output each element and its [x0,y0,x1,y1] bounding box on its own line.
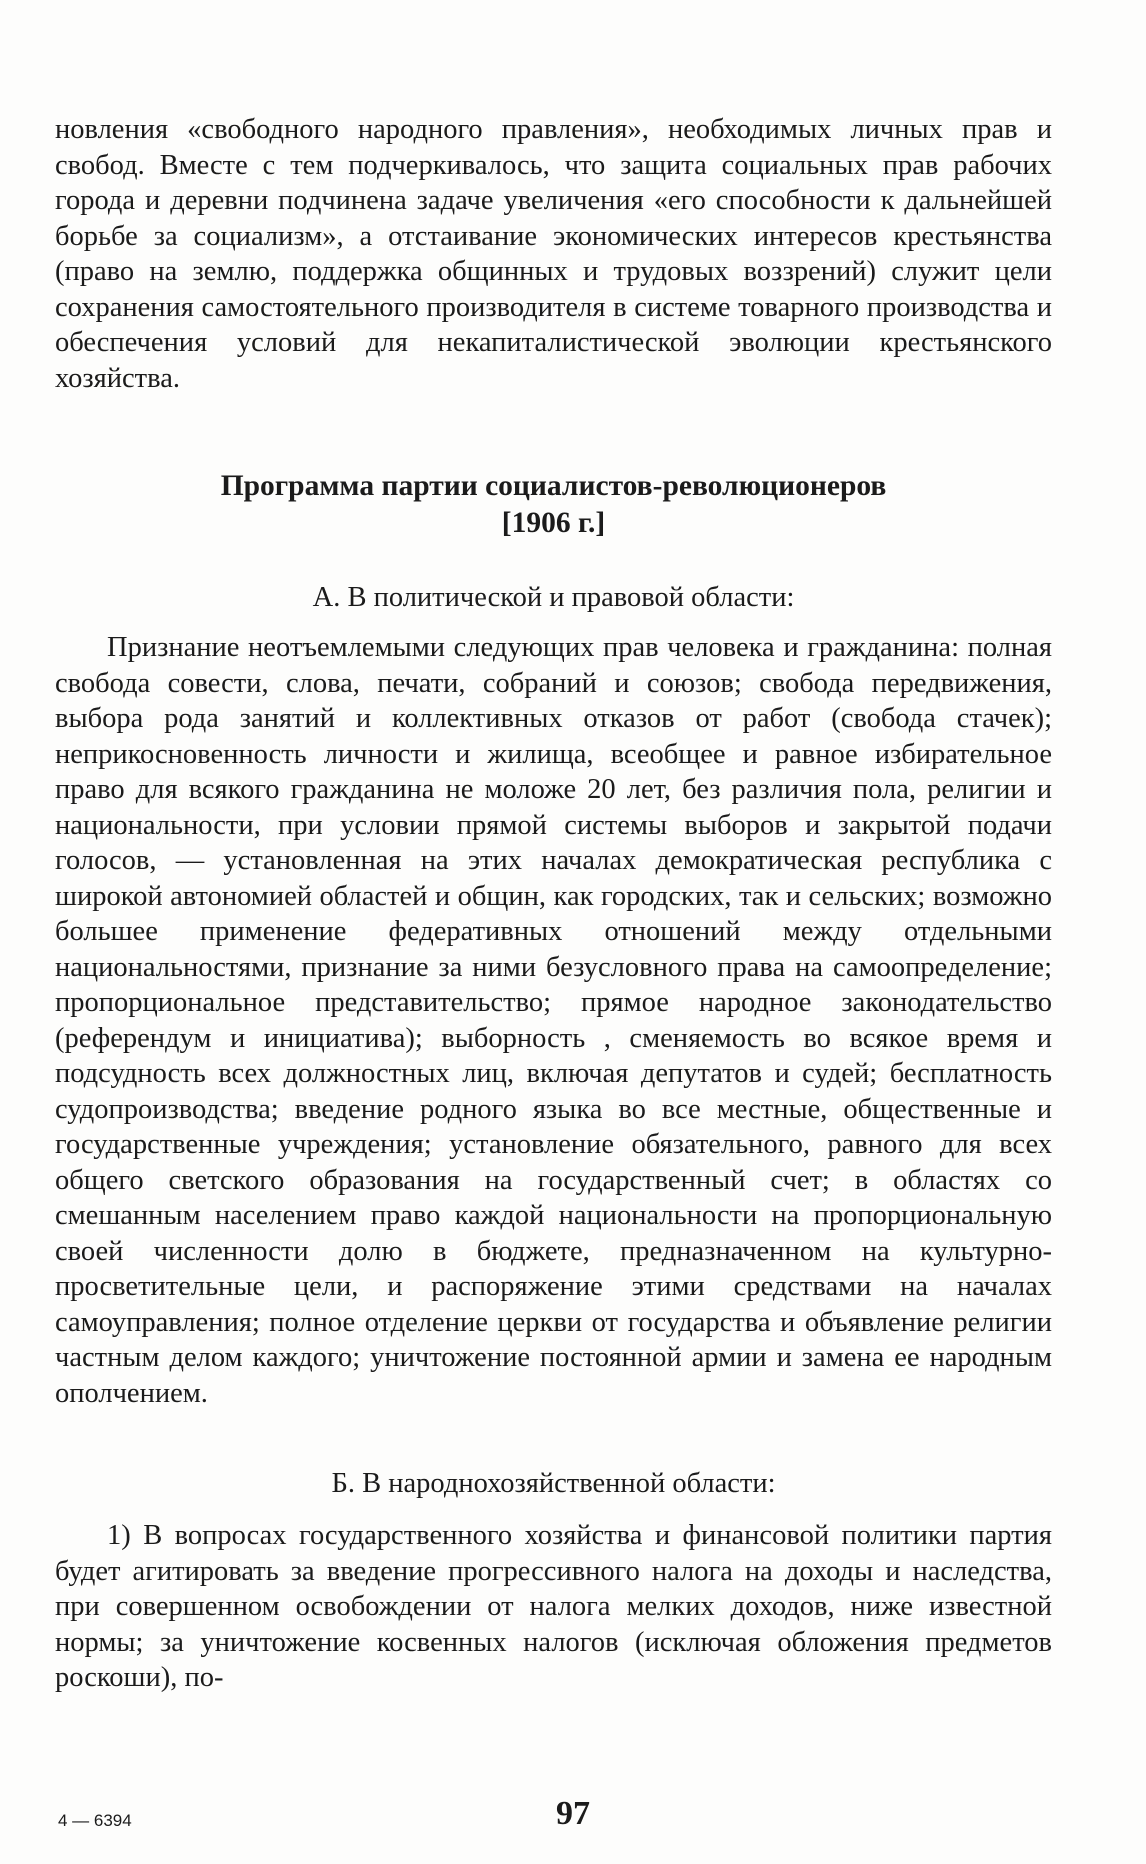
page-number: 97 [556,1795,590,1832]
section-a-heading: А. В политической и правовой области: [312,582,795,613]
section-b-heading: Б. В народнохозяйственной области: [331,1468,776,1499]
section-b-body [55,1518,1052,1696]
document-title-line-2: [1906 г.] [501,507,606,539]
document-title-line-1: Программа партии социалистов-революционеров [220,470,887,502]
section-b-paragraph: 1) В вопросах государственного хозяйства и финансовой политики партия будет агитировать за введение прогрессивного налога на доходы и наследства, при совершенном освобождении от налога мелких доходов, ниже известной нормы; за уничтожение косвенных налогов (исключая обложения предметов роскоши), по- [55,1520,1052,1693]
printer-signature: 4 — 6394 [58,1811,132,1830]
document-title [55,468,1052,542]
intro-text: новления «свободного народного правления», необходимых личных прав и свобод. Вместе с тем подчеркивалось, что защита социальных прав рабочих города и деревни подчинена задаче увеличения «его способности к дальнейшей борьбе за социализм», а отстаивание экономических интересов крестьянства (право на землю, поддержка общинных и трудовых воззрений) служит цели сохранения самостоятельного производителя в системе товарного производства и обеспечения условий для некапиталистической эволюции крестьянского хозяйства. [55,114,1052,394]
section-a-paragraph: Признание неотъемлемыми следующих прав человека и гражданина: полная свобода совести, слова, печати, собраний и союзов; свобода передвижения, выбора рода занятий и коллективных отказов от работ (свобода стачек); неприкосновенность личности и жилища, всеобщее и равное избирательное право для всякого гражданина не моложе 20 лет, без различия пола, религии и национальности, при условии прямой системы выборов и закрытой подачи голосов, — установленная на этих началах демократическая республика с широкой автономией областей и общин, как городских, так и сельских; возможно большее применение федеративных отношений между отдельными национальностями, признание за ними безусловного права на самоопределение; пропорциональное представительство; прямое народное законодательство (референдум и инициатива); выборность , сменяемость во всякое время и подсудность всех должностных лиц, включая депутатов и судей; бесплатность судопроизводства; введение родного языка во все местные, общественные и государственные учреждения; установление обязательного, равного для всех общего светского образования на государственный счет; в областях со смешанным населением право каждой национальности на пропорциональную своей численности долю в бюджете, предназначенном на культурно-просветительные цели, и распоряжение этими средствами на началах самоуправления; полное отделение церкви от государства и объявление религии частным делом каждого; уничтожение постоянной армии и замена ее народным ополчением. [55,632,1052,1409]
intro-paragraph [55,112,1052,396]
section-a-body [55,630,1052,1411]
